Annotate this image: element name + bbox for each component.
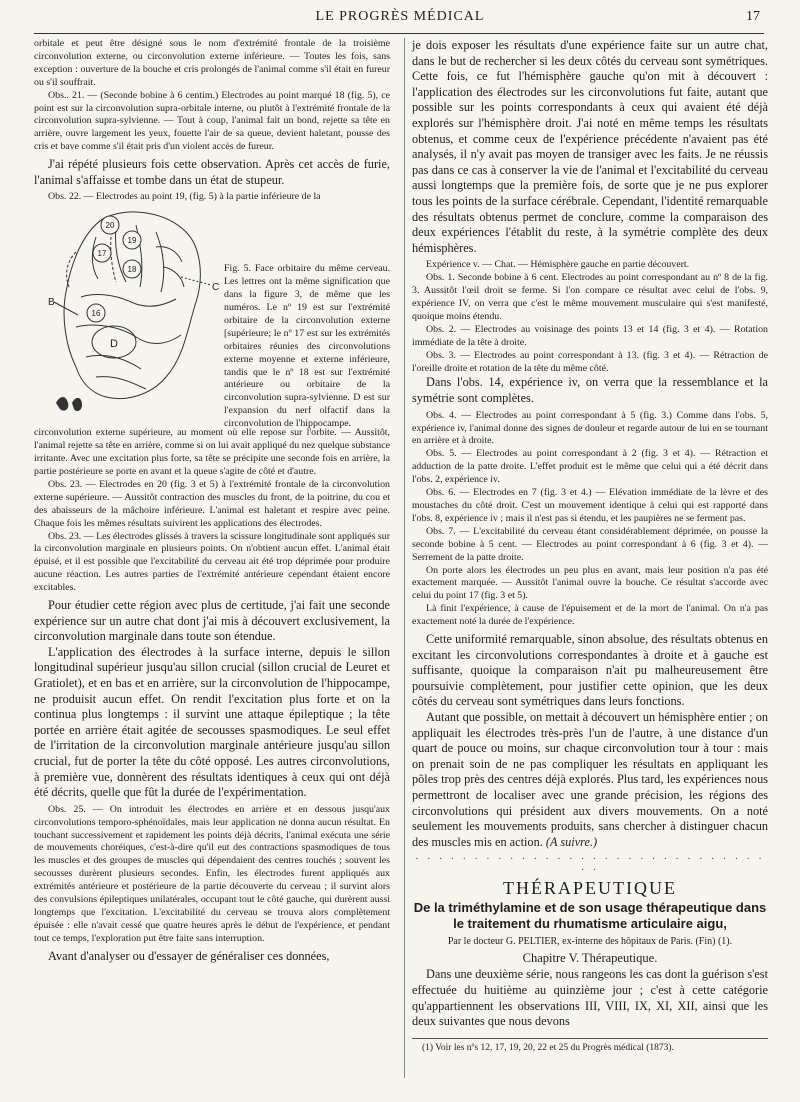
paragraph: L'application des électrodes à la surface interne, depuis le sillon longitudinal supérieur jusqu'au sillon crucial (sillon crucial de Leuret et Gratiolet), et en bas et en arrière, sur la circonvolution de l'hippocampe, ne produisit aucun effet. On rendit l'excitation plus forte et on la continua plus longtemps : il survint une attaque épileptique ; la tête portée en arrière était agitée de secousses spasmodiques. Le seul effet de l'irritation de la circonvolution marginale antérieure jusqu'au sillon crucial, fut de porter la tête du côté opposé. Les autres circonvolutions, à première vue, donnèrent des résultats identiques à ceux qui ont déjà été décrits, quelle que fût la durée de l'expérimentation.	[34, 644, 390, 800]
paragraph: Dans une deuxième série, nous rangeons les cas dont la guérison s'est effectuée du huitième au quinzième jour ; c'est à cette catégorie qu'appartiennent les observations III, VIII, IX, XI, XII, ainsi que les deux suivantes que nous devons	[412, 967, 768, 1029]
figure-label-c: C	[212, 282, 220, 294]
paragraph: Obs. 6. — Electrodes en 7 (fig. 3 et 4.) — Elévation immédiate de la lèvre et des moustaches du côté droit. C'est un mouvement identique à celui qui est rapporté dans l'obs. 8, expérience iv ; mais il n'est pas si étendu, et les paupières ne se ferment pas.	[412, 487, 768, 524]
paragraph: Expérience v. — Chat. — Hémisphère gauche en partie découvert.	[426, 259, 690, 271]
section-title: THÉRAPEUTIQUE	[503, 878, 677, 899]
paragraph: Obs. 4. — Electrodes au point correspondant à 5 (fig. 3.) Comme dans l'obs. 5, expérience iv, l'animal donne des signes de douleur et regarde autour de lui en se tournant en arrière et à droite.	[412, 409, 768, 447]
paragraph: Obs. 7. — L'excitabilité du cerveau étant considérablement déprimée, on pousse la seconde bobine à 5 cent. — Electrodes au point correspondant à 6 (fig. 3 et 4). — Serrement de la patte droite.	[412, 525, 768, 563]
figure-label-b: B	[48, 297, 55, 309]
paragraph: orbitale et peut être désigné sous le nom d'extrémité frontale de la troisième circonvolution externe, ou circonvolution externe inférieure. — Toutes les fois, sans exception : ouverture de la bouche et cris prolongés de l'animal comme s'il était en fureur ou s'il souffrait.	[34, 38, 390, 88]
paragraph: Obs. 1. Seconde bobine à 6 cent. Electrodes au point correspondant au nº 8 de la fig. 3. Aussitôt l'œil droit se ferme. Si l'on compare ce résultat avec celui de l'obs. 9, expérience IV, on verra que c'est le même mouvement musculaire qui s'est manifesté, quoique moins étendu.	[412, 272, 768, 322]
figure-5	[34, 207, 390, 430]
paragraph: Dans l'obs. 14, expérience iv, on verra que la ressemblance et la symétrie sont complètes.	[412, 375, 768, 406]
paragraph: Obs. 23. — Electrodes en 20 (fig. 3 et 5) à l'extrémité frontale de la circonvolution externe supérieure. — Aussitôt contraction des muscles du front, de la poitrine, du cou et des abaisseurs de la mâchoire inférieure. L'animal est haletant et respire avec peine. Chaque fois les mêmes résultats suivirent les applications des électrodes.	[34, 478, 390, 529]
paragraph: Obs. 3. — Electrodes au point correspondant à 13. (fig. 3 et 4). — Rétraction de l'oreille droite et rotation de la tête du même côté.	[412, 349, 768, 374]
figure-caption: Fig. 5. Face orbitaire du même cerveau. Les lettres ont la même signification que dans la figure 3, de même que les numéros. Le nº 19 est sur l'extrémité orbitaire de la circonvolution externe [supérieure; le nº 17 est sur les extrémités orbitaires réunies des circonvolutions externe moyenne et externe inférieure, tandis que le nº 18 est sur l'extrémité antérieure ou orbitaire de la circonvolution supra-sylvienne. D est sur l'expansion du nerf olfactif dans la circonvolution de l'hippocampe.	[224, 263, 390, 430]
paragraph: Là finit l'expérience, à cause de l'épuisement et de la mort de l'animal. On n'a pas exactement noté la durée de l'expérience.	[412, 603, 768, 628]
figure-label-19: 19	[127, 236, 137, 246]
journal-title: LE PROGRÈS MÉDICAL	[315, 9, 485, 24]
figure-label-16: 16	[91, 309, 101, 319]
header-rule	[34, 33, 764, 34]
paragraph-text: Autant que possible, on mettait à découvert un hémisphère entier ; on appliquait les électrodes très-près l'un de l'autre, à une distance d'un quart de pouce ou moins, sur chaque circonvolution tour à tour : mais on prenait soin de ne pas compliquer les résultats en appliquant les pôles trop près des centres déjà explorés. Plus tard, les expériences nous permettront de localiser avec une grande précision, les régions des circonvolutions qui président aux divers mouvements. On a noté seulement les mouvements produits, sans chercher à distinguer chacun des muscles mis en action.	[412, 710, 768, 849]
column-divider	[404, 38, 405, 1078]
figure-label-d: D	[110, 338, 118, 351]
paragraph: Pour étudier cette région avec plus de certitude, j'ai fait une seconde expérience sur un autre chat dont j'ai mis à découvert exclusivement, la circonvolution marginale dans toute son étendue.	[34, 598, 390, 644]
article-title: De la triméthylamine et de son usage thérapeutique dans le traitement du rhumatisme articulaire aigu,	[413, 900, 767, 932]
to-be-continued: (A suivre.)	[545, 834, 598, 849]
article-byline: Par le docteur G. PELTIER, ex-interne des hôpitaux de Paris. (Fin) (1).	[447, 936, 733, 948]
footnote: (1) Voir les nºs 12, 17, 19, 20, 22 et 25 du Progrès médical (1873).	[422, 1042, 674, 1053]
page-header	[40, 6, 760, 30]
paragraph: Obs. 23. — Les électrodes glissés à travers la scissure longitudinale sont appliqués sur la circonvolution marginale en plusieurs points. On n'obtient aucun effet. L'animal était épuisé, et il est possible que l'excitabilité du cerveau ait été trop déprimée pour produire aucune réaction. Les autres parties de l'extrémité antérieure cependant étaient encore excitables.	[34, 530, 390, 594]
left-column	[34, 38, 390, 964]
brain-orbital-face-drawing	[36, 207, 221, 425]
paragraph: Obs. 22. — Electrodes au point 19, (fig. 5) à la partie inférieure de la	[48, 191, 321, 203]
figure-label-17: 17	[97, 249, 107, 259]
page-number: 17	[746, 9, 760, 24]
paragraph: circonvolution externe supérieure, au moment où elle repose sur l'orbite. — Aussitôt, l'animal rejette sa tête en arrière, comme si on lui avait appliqué du nez quelque substance irritante. Avec une excitation plus forte, sa tête se précipite une seconde fois en arrière, la partie postérieure se porte en avant et la queue s'agite de côté et d'autre.	[34, 427, 390, 477]
paragraph: Obs. 2. — Electrodes au voisinage des points 13 et 14 (fig. 3 et 4). — Rotation immédiate de la tête à droite.	[412, 323, 768, 348]
paragraph: Obs. 25. — On introduit les électrodes en arrière et en dessous jusqu'aux circonvolutions temporo-sphénoïdales, mais leur application ne donna aucun résultat. En touchant successivement et rapidement les points déjà décrits, l'animal exécuta une série de mouvements choréiques, c'est-à-dire qu'il eut des contractions spasmodiques de tous les muscles et des groupes de muscles qui dépendaient des centres touchés ; souvent les secousses durèrent plusieurs secondes. Enfin, les électrodes furent appliqués aux extrémités antérieure et postérieure de la partie découverte du cerveau ; il survint alors des convulsions épileptiques unilatérales, occupant tout le côté gauche, qui durèrent aussi longtemps que l'excitation. L'excitabilité du cerveau se trouva alors complètement épuisée : elle n'avait cessé que quatre heures après le début de l'expérience, et pendant tout ce temps, l'exploration put être faite sans interruption.	[34, 803, 390, 944]
paragraph: Obs.. 21. — (Seconde bobine à 6 centim.) Electrodes au point marqué 18 (fig. 5), ce point est sur la circonvolution supra-orbitale interne, ou plutôt à l'extrémité frontale de la circonvolution supra-sylvienne. — Tout à coup, l'animal fait un bond, rejette sa tête en arrière, ouvre largement les yeux, fouette l'air de sa queue, devient haletant, pousse des cris et bave comme s'il était pris d'un violent accès de fureur.	[34, 89, 390, 153]
footnote-rule	[412, 1038, 768, 1039]
ornamental-divider: · · · · · · · · · · · · · · · · · · · · · · · · · · · · · · · ·	[415, 854, 765, 877]
paragraph: Cette uniformité remarquable, sinon absolue, des résultats obtenus en excitant les circonvolutions correspondantes à droite et à gauche est suffisante, quoique la comparaison n'ait pu malheureusement être poursuivie complètement, pour justifier cette opinion, que les deux côtés du cerveau sont symétriques dans leurs fonctions.	[412, 632, 768, 709]
paragraph: Avant d'analyser ou d'essayer de généraliser ces données,	[48, 948, 330, 963]
figure-label-20: 20	[105, 221, 115, 231]
paragraph: je dois exposer les résultats d'une expérience faite sur un autre chat, dans le but de rechercher si les deux côtés du cerveau sont symétriques. Cette fois, ce fut l'hémisphère gauche qu'on mit à découvert : l'application des électrodes sur les circonvolutions fut faite, autant que possible sur les points correspondants à ceux qui avaient été déjà explorés sur l'hémisphère droit. J'ai noté en même temps les résultats obtenus, et comme ceux de l'expérience précédente n'avaient pas été analysés, il n'y avait pas moyen de transiger avec les faits. Je ne réussis pas dans ce cas à conserver la vie de l'animal et l'excitabilité du cerveau aussi longtemps que la première fois, de sorte que je ne pus explorer tous les points de la surface cérébrale. Cependant, l'identité remarquable des résultats obtenus permet de conclure, comme la comparaison des deux expériences l'établit du reste, à la symétrie complète des deux hémisphères.	[412, 38, 768, 255]
right-column	[412, 38, 768, 1054]
paragraph: J'ai répété plusieurs fois cette observation. Après cet accès de furie, l'animal s'affaisse et tombe dans un état de stupeur.	[34, 157, 390, 187]
paragraph: Obs. 5. — Electrodes au point correspondant à 2 (fig. 3 et 4). — Rétraction et adduction de la patte droite. L'effet produit est le même que celui qui a été décrit dans l'obs. 2, expérience iv.	[412, 448, 768, 486]
chapter-heading: Chapitre V. Thérapeutique.	[522, 951, 658, 966]
figure-label-18: 18	[127, 265, 137, 275]
paragraph	[412, 710, 768, 850]
paragraph: On porte alors les électrodes un peu plus en avant, mais leur position n'a pas été exactement marquée. — Aussitôt l'animal ouvre la bouche. Ce résultat s'accorde avec celui du point 17 (fig. 3 et 5).	[412, 564, 768, 602]
